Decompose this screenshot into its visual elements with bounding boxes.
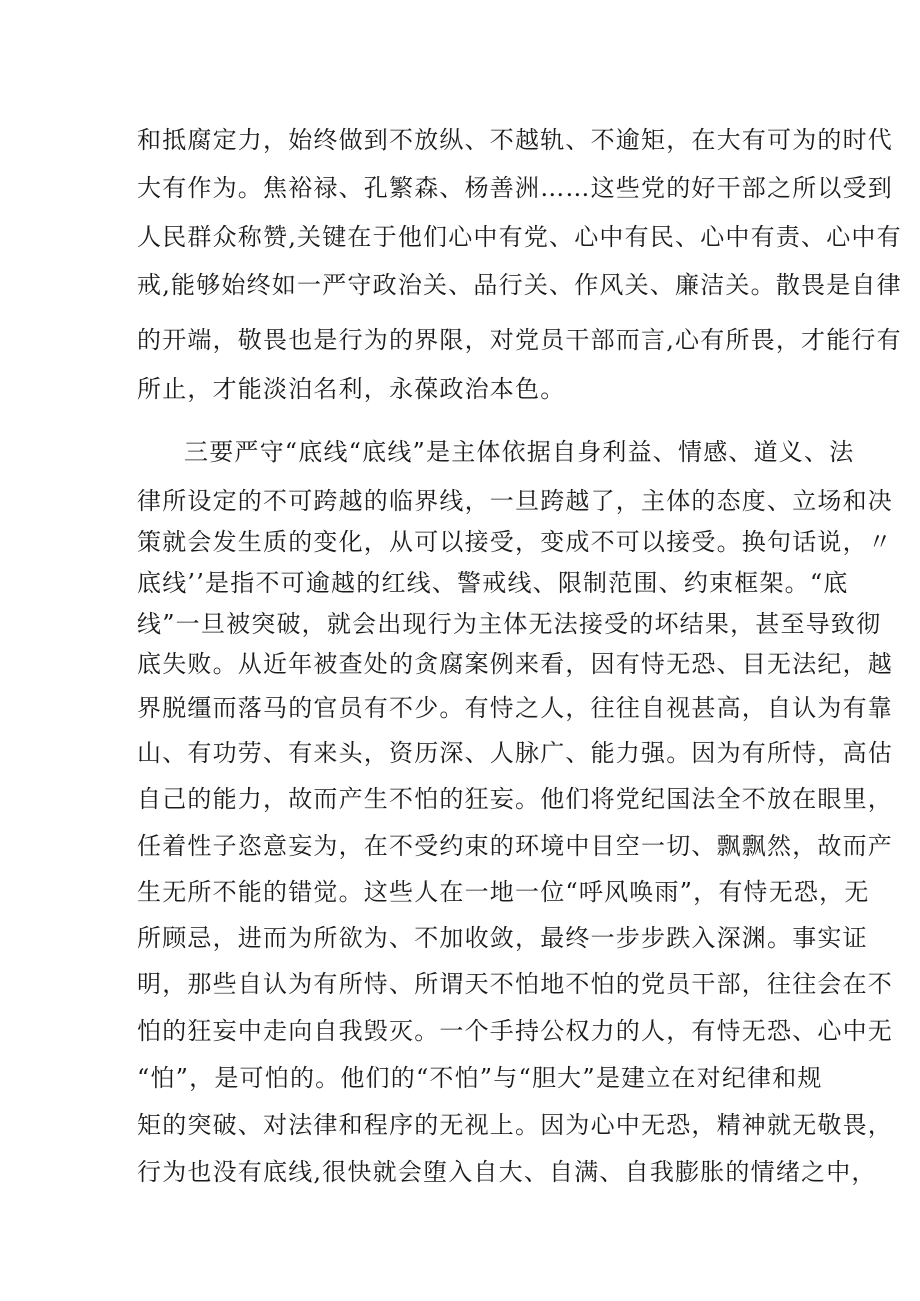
text-line: 大有作为。焦裕禄、孔繁森、杨善洲……这些党的好干部之所以受到 <box>137 174 893 202</box>
text-line: 自己的能力，故而产生不怕的狂妄。他们将党纪国法全不放在眼里， <box>137 785 893 813</box>
text-line: 的开端，敬畏也是行为的界限，对党员干部而言,心有所畏，才能行有 <box>137 326 902 354</box>
text-line: 三要严守“底线“底线”是主体依据自身利益、情感、道义、法 <box>184 438 855 466</box>
text-line: 策就会发生质的变化，从可以接受，变成不可以接受。换句话说，〃 <box>137 528 893 556</box>
text-line: 戒,能够始终如一严守政治关、品行关、作风关、廉洁关。散畏是自律 <box>137 271 902 299</box>
text-line: 和抵腐定力，始终做到不放纵、不越轨、不逾矩，在大有可为的时代 <box>137 126 893 154</box>
text-line: 明，那些自认为有所恃、所谓天不怕地不怕的党员干部，往往会在不 <box>137 970 893 998</box>
text-line: 线”一旦被突破，就会出现行为主体无法接受的坏结果，甚至导致彻 <box>137 610 882 638</box>
text-line: 怕的狂妄中走向自我毁灭。一个手持公权力的人，有恃无恐、心中无 <box>137 1017 893 1045</box>
text-line: 山、有功劳、有来头，资历深、人脉广、能力强。因为有所恃，高估 <box>137 739 893 767</box>
text-line: 底失败。从近年被查处的贪腐案例来看，因有恃无恐、目无法纪，越 <box>137 650 893 678</box>
text-line: 人民群众称赞,关键在于他们心中有党、心中有民、心中有责、心中有 <box>137 223 902 251</box>
text-line: 行为也没有底线,很快就会堕入自大、自满、自我膨胀的情绪之中， <box>137 1158 877 1186</box>
text-line: 界脱缰而落马的官员有不少。有恃之人，往往自视甚高，自认为有靠 <box>137 694 893 722</box>
text-line: 所顾忌，进而为所欲为、不加收敛，最终一步步跌入深渊。事实证 <box>137 924 868 952</box>
text-line: 矩的突破、对法律和程序的无视上。因为心中无恐，精神就无敬畏， <box>137 1111 893 1139</box>
text-line: 所止，才能淡泊名利，永葆政治本色。 <box>137 375 566 403</box>
text-line: 律所设定的不可跨越的临界线，一旦跨越了，主体的态度、立场和决 <box>137 487 893 515</box>
text-line: 底线’’是指不可逾越的红线、警戒线、限制范围、约束框架。“底 <box>137 569 849 597</box>
text-line: 生无所不能的错觉。这些人在一地一位“呼风唤雨”，有恃无恐，无 <box>137 878 870 906</box>
text-line: “怕”，是可怕的。他们的“不怕”与“胆大”是建立在对纪律和规 <box>137 1064 823 1092</box>
text-line: 任着性子恣意妄为，在不受约束的环境中目空一切、飘飘然，故而产 <box>137 832 893 860</box>
